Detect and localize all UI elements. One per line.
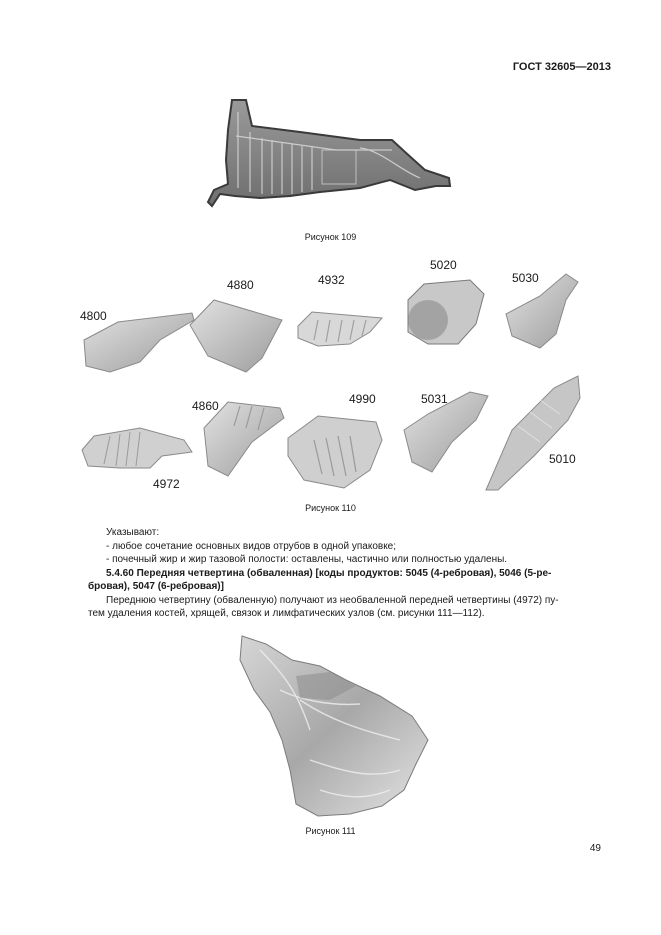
paragraph-line1: Переднюю четвертину (обваленную) получают из необваленной передней четвертины (4972) пу- — [106, 594, 559, 606]
section-heading-line1: 5.4.60 Передняя четвертина (обваленная) [коды продуктов: 5045 (4-ребровая), 5046 (5-ре- — [106, 567, 552, 579]
document-header: ГОСТ 32605—2013 — [512, 61, 611, 73]
figure-110-caption: Рисунок 110 — [305, 503, 356, 513]
cut-code-4972: 4972 — [153, 477, 180, 491]
cut-code-5030: 5030 — [512, 271, 539, 285]
page-number: 49 — [589, 843, 601, 854]
figure-109-caption: Рисунок 109 — [304, 232, 357, 242]
list-item-packaging: - любое сочетание основных видов отрубов в одной упаковке; — [106, 540, 397, 552]
cut-code-4880: 4880 — [227, 278, 254, 292]
section-heading-line2: бровая), 5047 (6-ребровая)] — [88, 581, 224, 592]
figure-111-caption: Рисунок 111 — [305, 826, 356, 836]
cut-code-5031: 5031 — [421, 392, 448, 406]
indicate-label: Указывают: — [106, 527, 160, 538]
paragraph-line2: тем удаления костей, хрящей, связок и лимфатических узлов (см. рисунки 111—112). — [88, 608, 485, 619]
cut-code-5010: 5010 — [549, 452, 576, 466]
cut-code-4800: 4800 — [80, 309, 107, 323]
list-item-kidney-fat: - почечный жир и жир тазовой полости: оставлены, частично или полностью удалены. — [106, 554, 508, 565]
cut-code-4990: 4990 — [349, 392, 376, 406]
cut-code-5020: 5020 — [430, 258, 457, 272]
cut-code-4860: 4860 — [192, 399, 219, 413]
cut-code-4932: 4932 — [318, 273, 345, 287]
